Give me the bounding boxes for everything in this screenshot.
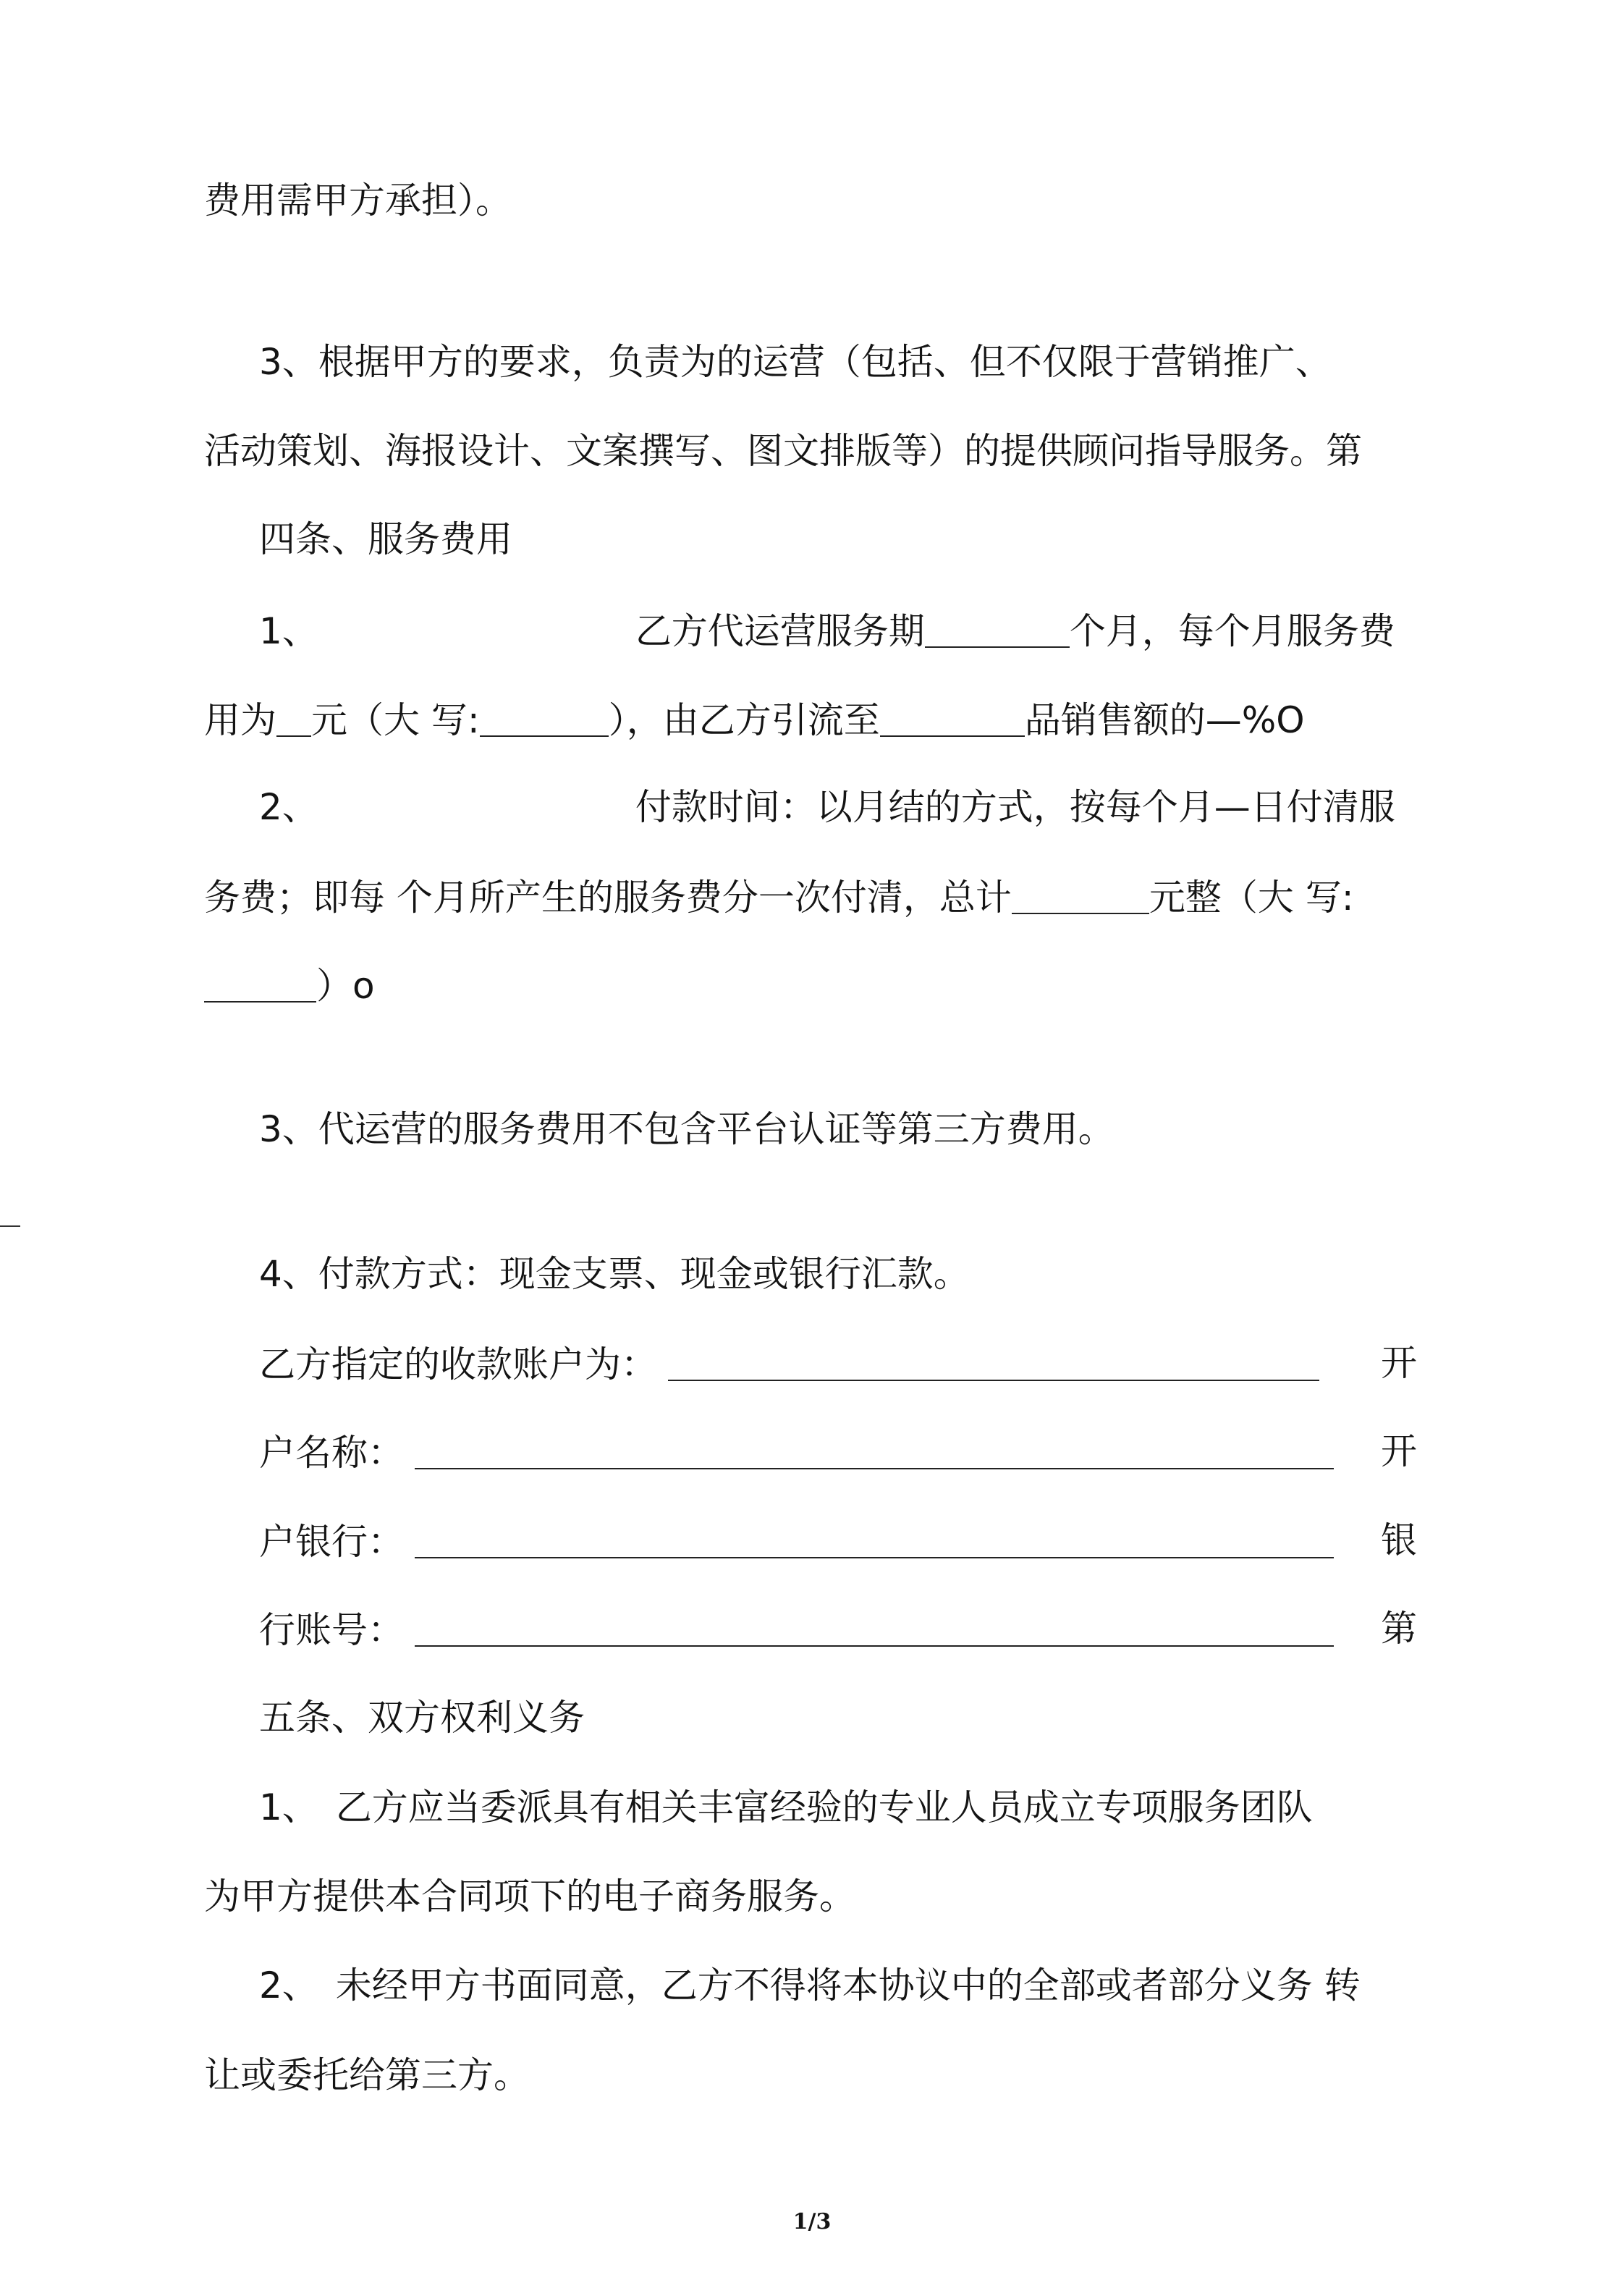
blank-field	[276, 693, 311, 737]
page-number: 1/3	[792, 2209, 832, 2234]
blank-field	[880, 693, 1025, 737]
clause-text: 元（大 写:	[311, 699, 480, 741]
clause-3-line-2: 活动策划、海报设计、文案撰写、图文排版等）的提供顾问指导服务。第	[204, 430, 1362, 472]
bank-line	[259, 1515, 1334, 1566]
field-label: 户银行：	[259, 1521, 404, 1563]
clause-text: 元整（大 写:	[1149, 877, 1354, 919]
clause-text: 未经甲方书面同意，乙方不得将本协议中的全部或者部分义务 转	[335, 1964, 1361, 2006]
rights-clause-1-line-1	[259, 1782, 1313, 1833]
fee-clause-4: 4、付款方式：现金支票、现金或银行汇款。	[259, 1253, 970, 1295]
clause-number: 1、	[259, 610, 318, 652]
fee-clause-2-line-2	[204, 871, 1354, 921]
fee-clause-2-line-1	[259, 782, 1395, 832]
line-end-char: 银	[1381, 1519, 1417, 1561]
clause-text: 品销售额的—%O	[1024, 699, 1305, 741]
blank-field	[415, 1515, 1334, 1558]
line-end-char: 第	[1381, 1608, 1417, 1650]
field-label: 行账号：	[259, 1609, 404, 1651]
account-number-line	[259, 1603, 1334, 1654]
fee-clause-1-line-2	[204, 693, 1305, 744]
clause-text: 个月，每个月服务费	[1069, 610, 1395, 652]
clause-text: 用为	[204, 699, 276, 741]
clause-text: ）o	[316, 965, 375, 1007]
fee-clause-1-line-1	[259, 604, 1395, 655]
blank-field	[415, 1426, 1334, 1469]
text-line: 费用需甲方承担）。	[204, 180, 512, 221]
blank-field	[1012, 871, 1149, 914]
margin-mark	[0, 1225, 20, 1227]
field-label: 户名称：	[259, 1432, 404, 1474]
rights-clause-2-line-1	[259, 1960, 1361, 2011]
account-line	[259, 1338, 1319, 1388]
fee-clause-3: 3、代运营的服务费用不包含平台认证等第三方费用。	[259, 1108, 1115, 1150]
clause-text: 务费；即每 个月所产生的服务费分一次付清，总计	[204, 877, 1012, 919]
line-end-char: 开	[1381, 1430, 1417, 1472]
account-name-line	[259, 1426, 1334, 1477]
line-end-char: 开	[1381, 1342, 1417, 1384]
fee-clause-2-line-3	[204, 959, 375, 1010]
clause-text: 乙方代运营服务期	[635, 610, 925, 652]
section-5-heading: 五条、双方权利义务	[259, 1697, 585, 1739]
clause-number: 1、	[259, 1786, 318, 1828]
clause-3-line-1: 3、根据甲方的要求，负责为的运营（包括、但不仅限于营销推广、	[259, 341, 1332, 383]
clause-number: 2、	[259, 1964, 318, 2006]
clause-number: 2、	[259, 786, 318, 828]
blank-field	[668, 1338, 1319, 1381]
field-label: 乙方指定的收款账户为：	[259, 1343, 657, 1385]
blank-field	[925, 604, 1070, 648]
clause-text: 付款时间：以月结的方式，按每个月—日付清服	[635, 786, 1395, 828]
blank-field	[204, 959, 316, 1003]
rights-clause-2-line-2: 让或委托给第三方。	[204, 2054, 530, 2096]
blank-field	[480, 693, 609, 737]
rights-clause-1-line-2: 为甲方提供本合同项下的电子商务服务。	[204, 1875, 855, 1917]
blank-field	[415, 1603, 1334, 1647]
clause-text: ），由乙方引流至	[608, 699, 880, 741]
section-4-heading: 四条、服务费用	[259, 518, 512, 560]
clause-text: 乙方应当委派具有相关丰富经验的专业人员成立专项服务团队	[335, 1786, 1313, 1828]
